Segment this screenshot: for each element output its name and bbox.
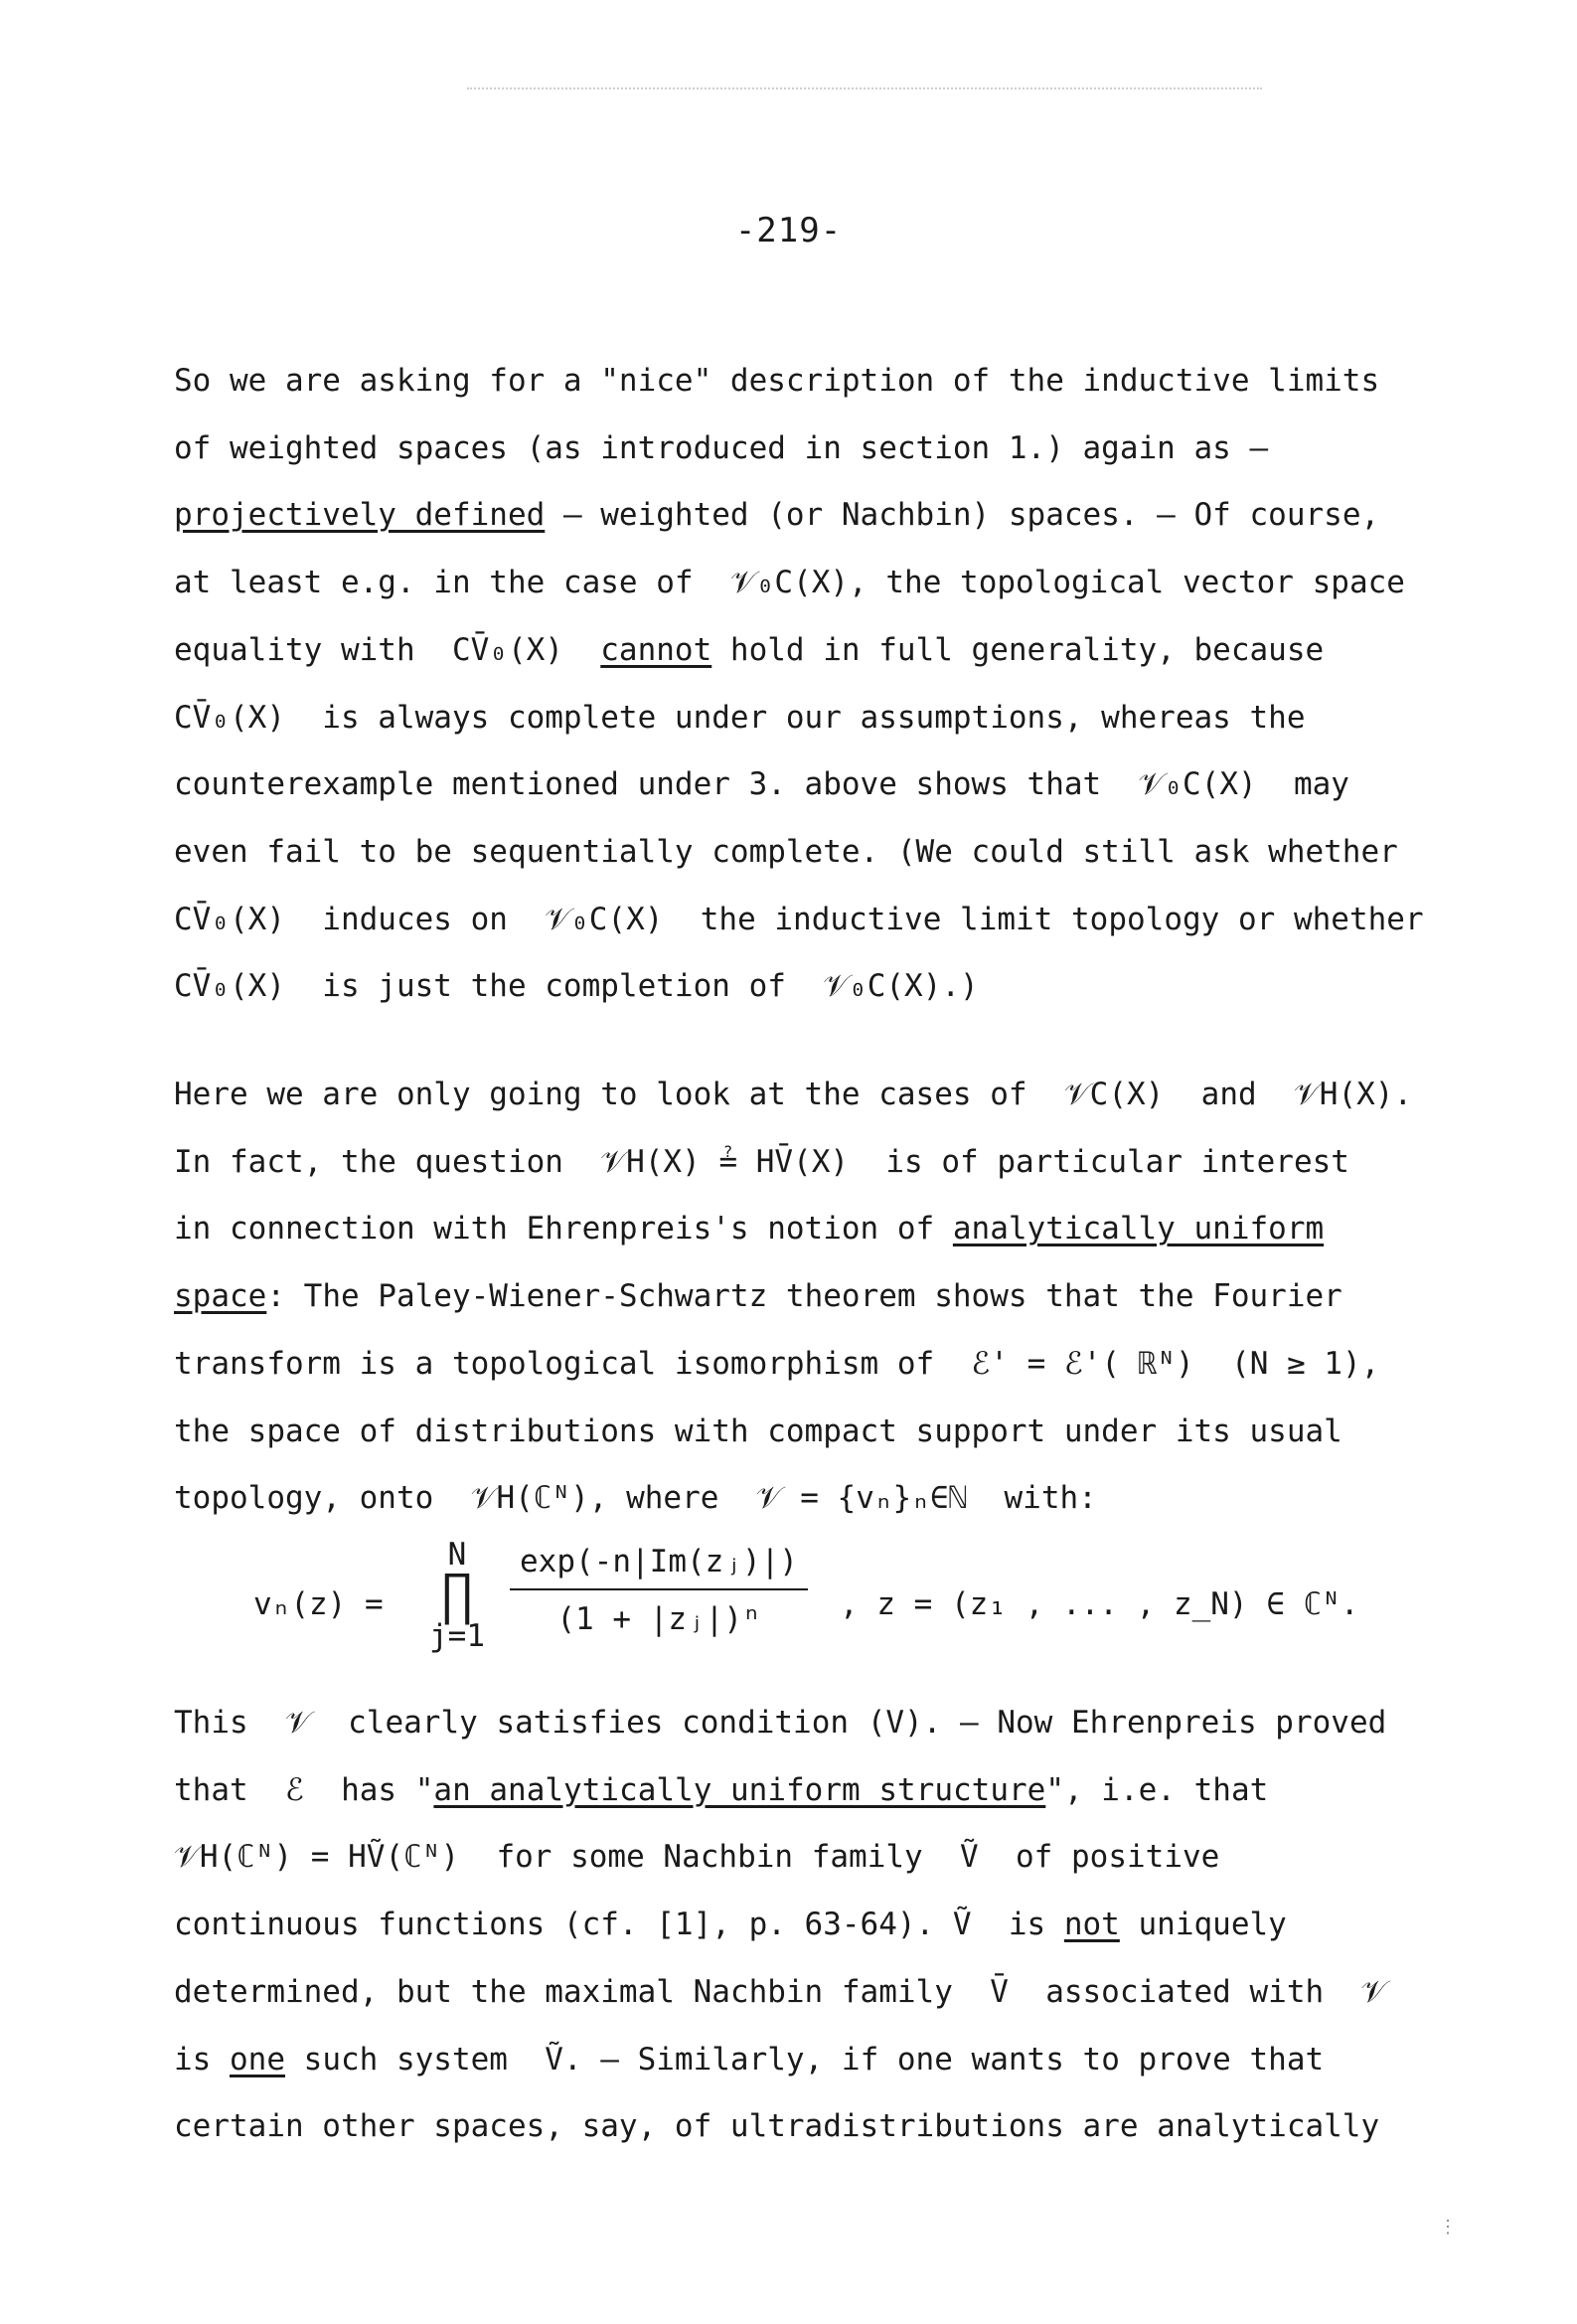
scan-mark: ⋮ [1439,2217,1457,2238]
underlined-term: projectively defined [174,497,546,534]
text-run: ", i.e. that 𝒱H(ℂᴺ) = HṼ(ℂᴺ) for some Nachbin family Ṽ of positive continuous functions (cf. [1], p. 63-64). Ṽ is [174,1771,1269,1943]
formula-lhs: vₙ(z) = [253,1586,384,1622]
underlined-term: cannot [600,631,712,668]
underlined-term: not [1063,1907,1120,1943]
fraction-numerator: exp(-n|Im(zⱼ)|) [520,1544,798,1579]
text-run: — weighted (or Nachbin) spaces. — Of course, at least e.g. in the case of 𝒱₀C(X), the topological vector space equality with CV̄₀(X) [174,497,1405,668]
paragraph-inductive-limits [174,348,1510,1021]
formula-domain: , z = (z₁ , ... , z_N) ∈ ℂᴺ. [840,1586,1359,1622]
underlined-term: analytically uniform space [174,1211,1325,1315]
text-run: hold in full generality, because CV̄₀(X) is always complete under our assumptions, whereas the counterexample mentioned under 3. above shows that 𝒱₀C(X) may even fail to be sequentially complete. (We could still ask whether CV̄₀(X) induces on 𝒱₀C(X) the inductive limit topology or whether CV̄₀(X) is just the completion of 𝒱₀C(X).) [174,631,1424,1005]
fraction-denominator: (1 + |zⱼ|)ⁿ [556,1601,761,1637]
text-run: Here we are only going to look at the cases of 𝒱C(X) and 𝒱H(X). In fact, the question 𝒱H(X) ≟ HV̄(X) is of particular interest in connection with Ehrenpreis's notion of [174,1077,1413,1247]
text-run: such system Ṽ. — Similarly, if one wants to prove that certain other spaces, say, of ultradistributions are analytically [174,2041,1380,2145]
fraction [510,1537,808,1644]
text-run: So we are asking for a "nice" description of the inductive limits of weighted spaces (as introduced in section 1.) again as — [174,363,1380,466]
underlined-term: one [230,2041,285,2077]
product-lower-limit: j=1 [429,1618,485,1654]
product-upper-limit: N [447,1537,467,1573]
product-symbol: ∏ [440,1564,474,1626]
text-run: This 𝒱 clearly satisfies condition (V). — Now Ehrenpreis proved that ℰ has " [174,1705,1387,1808]
paragraph-ehrenpreis [174,1690,1510,2161]
underlined-term: an analytically uniform structure [433,1771,1046,1808]
text-run: : The Paley-Wiener-Schwartz theorem shows that the Fourier transform is a topological isomorphism of ℰ' = ℰ'( ℝᴺ) (N ≥ 1), the space of distributions with compact support under its usual topology, onto 𝒱H(ℂᴺ), where 𝒱 = {vₙ}ₙ∈ℕ with: [174,1278,1380,1517]
product-operator [417,1537,497,1654]
paragraph-cases [174,1062,1510,1533]
fraction-bar [510,1588,808,1590]
text-run: uniquely determined, but the maximal Nachbin family V̄ associated with 𝒱 is [174,1907,1387,2077]
weight-formula [253,1537,1446,1676]
page-number: -219- [734,211,843,250]
scan-artifact [467,87,1262,95]
